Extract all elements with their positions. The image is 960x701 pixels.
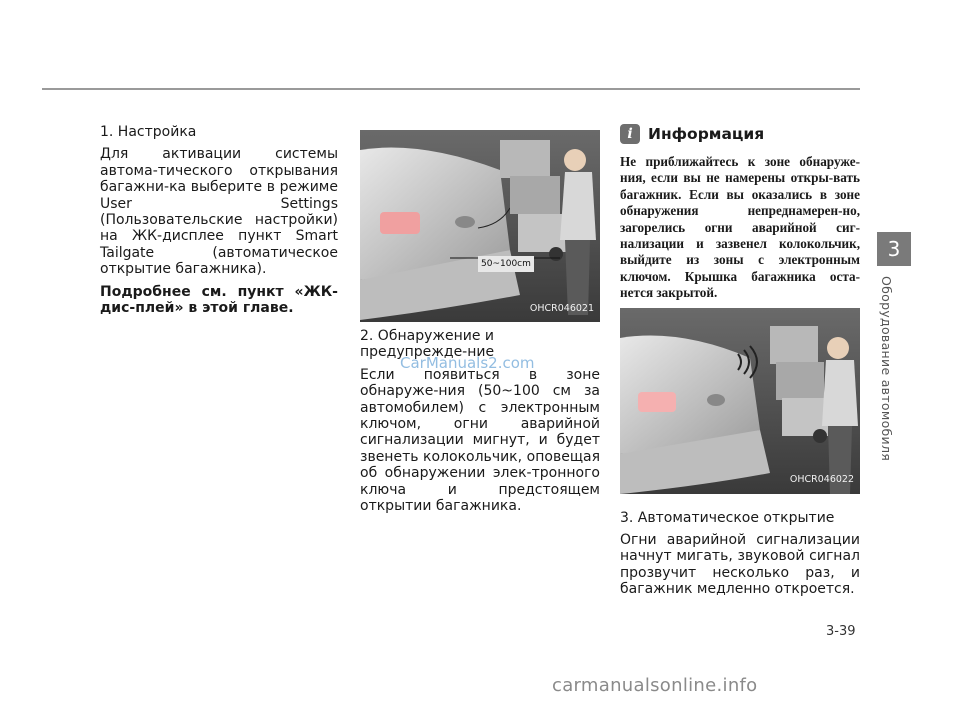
step3-text: Огни аварийной сигнализации начнут мигать, звуковой сигнал прозвучит несколько раз, и багажник медленно откроется. (620, 532, 860, 598)
car-opening-illustration (620, 308, 860, 494)
step1-reference: Подробнее см. пункт «ЖК-дис-плей» в этой главе. (100, 283, 338, 317)
info-title: Информация (648, 124, 765, 143)
watermark-top: CarManuals2.com (400, 354, 535, 372)
header-rule (42, 88, 860, 90)
step1-text: Для активации системы автома-тического открывания багажни-ка выберите в режиме User Settings (Пользовательские настройки) на ЖК-дисплее пункт Smart Tailgate (автоматическое открытие багажника). (100, 146, 338, 278)
image1-code: OHCR046021 (529, 302, 594, 314)
page-number: 3-39 (826, 624, 856, 639)
step2-title: 2. Обнаружение и предупрежде-ние (360, 328, 495, 361)
info-icon: i (620, 124, 640, 144)
column-2 (360, 124, 600, 520)
image2-code: OHCR046022 (789, 474, 854, 486)
column-3 (620, 124, 860, 604)
info-header (620, 124, 860, 144)
step2-text: Если появиться в зоне обнаруже-ния (50~100 см за автомобилем) с электронным ключом, огни аварийной сигнализации мигнут, и будет звенеть колокольчик, оповещая об обнаружении элек-тронного ключа и предстоящем открытии багажника. (360, 366, 600, 515)
info-text: Не приближайтесь к зоне обнаруже-ния, если вы не намерены откры-вать багажник. Если вы оказались в зоне обнаружения непреднамерен-но, загорелись огни аварийной сиг-нализации и зазвенел колокольчик, выйдите из зоны с электронным ключом. Крышка багажника оста-нется закрытой. (620, 154, 860, 301)
chapter-title: Оборудование автомобиля (879, 276, 894, 462)
distance-label: 50~100cm (478, 256, 534, 272)
step3-title: 3. Автоматическое открытие (620, 509, 835, 526)
column-1 (100, 124, 338, 322)
step1-title: 1. Настройка (100, 124, 197, 140)
car-detection-illustration (360, 130, 600, 322)
image-car-detection (360, 130, 600, 322)
watermark-bottom: carmanualsonline.info (552, 675, 758, 696)
sensor-icon (549, 247, 563, 261)
image-car-opening (620, 308, 860, 494)
chapter-number-tab: 3 (877, 232, 911, 266)
